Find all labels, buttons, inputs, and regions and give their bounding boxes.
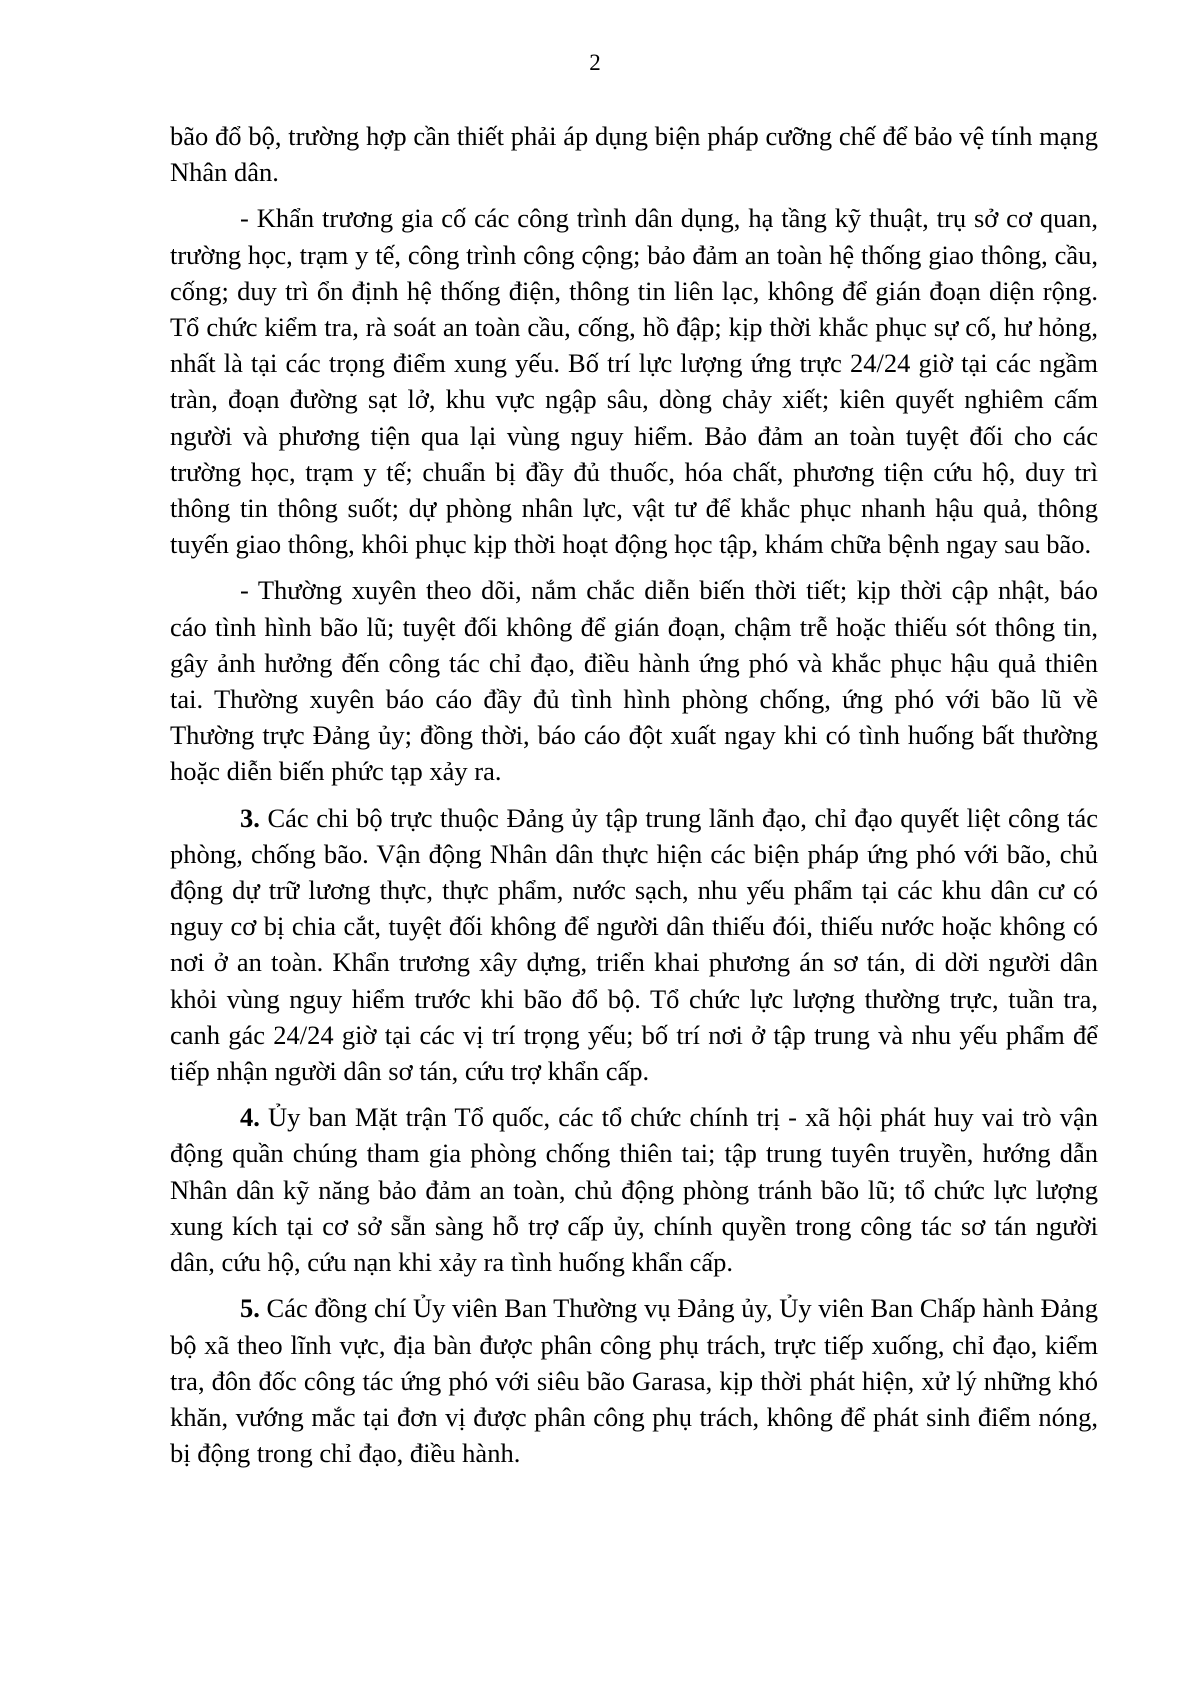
item-number: 4. xyxy=(240,1102,260,1133)
paragraph-text: - Thường xuyên theo dõi, nắm chắc diễn biến thời tiết; kịp thời cập nhật, báo cáo tình hình bão lũ; tuyệt đối không để gián đoạn, chậm trễ hoặc thiếu sót thông tin, gây ảnh hưởng đến công tác chỉ đạo, điều hành ứng phó và khắc phục hậu quả thiên tai. Thường xuyên báo cáo đầy đủ tình hình phòng chống, ứng phó với bão lũ về Thường trực Đảng ủy; đồng thời, báo cáo đột xuất ngay khi có tình huống bất thường hoặc diễn biến phức tạp xảy ra. xyxy=(170,575,1098,787)
paragraph-bullet-reporting xyxy=(170,572,1098,789)
item-number: 3. xyxy=(240,802,260,833)
paragraph-bullet-infrastructure xyxy=(170,200,1098,562)
paragraph-text: bão đổ bộ, trường hợp cần thiết phải áp dụng biện pháp cưỡng chế để bảo vệ tính mạng Nhân dân. xyxy=(170,121,1098,188)
document-body xyxy=(170,118,1098,1481)
paragraph-text: Các đồng chí Ủy viên Ban Thường vụ Đảng ủy, Ủy viên Ban Chấp hành Đảng bộ xã theo lĩnh vực, địa bàn được phân công phụ trách, trực tiếp xuống, chỉ đạo, kiểm tra, đôn đốc công tác ứng phó với siêu bão Garasa, kịp thời phát hiện, xử lý những khó khăn, vướng mắc tại đơn vị được phân công phụ trách, không để phát sinh điểm nóng, bị động trong chỉ đạo, điều hành. xyxy=(170,1293,1098,1469)
paragraph-item-3 xyxy=(170,800,1098,1090)
paragraph-continuation xyxy=(170,118,1098,190)
paragraph-text: Các chi bộ trực thuộc Đảng ủy tập trung lãnh đạo, chỉ đạo quyết liệt công tác phòng, chống bão. Vận động Nhân dân thực hiện các biện pháp ứng phó với bão, chủ động dự trữ lương thực, thực phẩm, nước sạch, nhu yếu phẩm tại các khu dân cư có nguy cơ bị chia cắt, tuyệt đối không để người dân thiếu đói, thiếu nước hoặc không có nơi ở an toàn. Khẩn trương xây dựng, triển khai phương án sơ tán, di dời người dân khỏi vùng nguy hiểm trước khi bão đổ bộ. Tổ chức lực lượng thường trực, tuần tra, canh gác 24/24 giờ tại các vị trí trọng yếu; bố trí nơi ở tập trung và nhu yếu phẩm để tiếp nhận người dân sơ tán, cứu trợ khẩn cấp. xyxy=(170,802,1099,1087)
paragraph-text: - Khẩn trương gia cố các công trình dân dụng, hạ tầng kỹ thuật, trụ sở cơ quan, trường học, trạm y tế, công trình công cộng; bảo đảm an toàn hệ thống giao thông, cầu, cống; duy trì ổn định hệ thống điện, thông tin liên lạc, không để gián đoạn diện rộng. Tổ chức kiểm tra, rà soát an toàn cầu, cống, hồ đập; kịp thời khắc phục sự cố, hư hỏng, nhất là tại các trọng điểm xung yếu. Bố trí lực lượng ứng trực 24/24 giờ tại các ngầm tràn, đoạn đường sạt lở, khu vực ngập sâu, dòng chảy xiết; kiên quyết nghiêm cấm người và phương tiện qua lại vùng nguy hiểm. Bảo đảm an toàn tuyệt đối cho các trường học, trạm y tế; chuẩn bị đầy đủ thuốc, hóa chất, phương tiện cứu hộ, duy trì thông tin thông suốt; dự phòng nhân lực, vật tư để khắc phục nhanh hậu quả, thông tuyến giao thông, khôi phục kịp thời hoạt động học tập, khám chữa bệnh ngay sau bão. xyxy=(170,203,1098,560)
paragraph-text: Ủy ban Mặt trận Tổ quốc, các tổ chức chính trị - xã hội phát huy vai trò vận động quần chúng tham gia phòng chống thiên tai; tập trung tuyên truyền, hướng dẫn Nhân dân kỹ năng bảo đảm an toàn, chủ động phòng tránh bão lũ; tổ chức lực lượng xung kích tại cơ sở sẵn sàng hỗ trợ cấp ủy, chính quyền trong công tác sơ tán người dân, cứu hộ, cứu nạn khi xảy ra tình huống khẩn cấp. xyxy=(170,1102,1098,1278)
paragraph-item-5 xyxy=(170,1290,1098,1471)
item-number: 5. xyxy=(240,1293,260,1324)
paragraph-item-4 xyxy=(170,1099,1098,1280)
page-number: 2 xyxy=(589,50,601,75)
